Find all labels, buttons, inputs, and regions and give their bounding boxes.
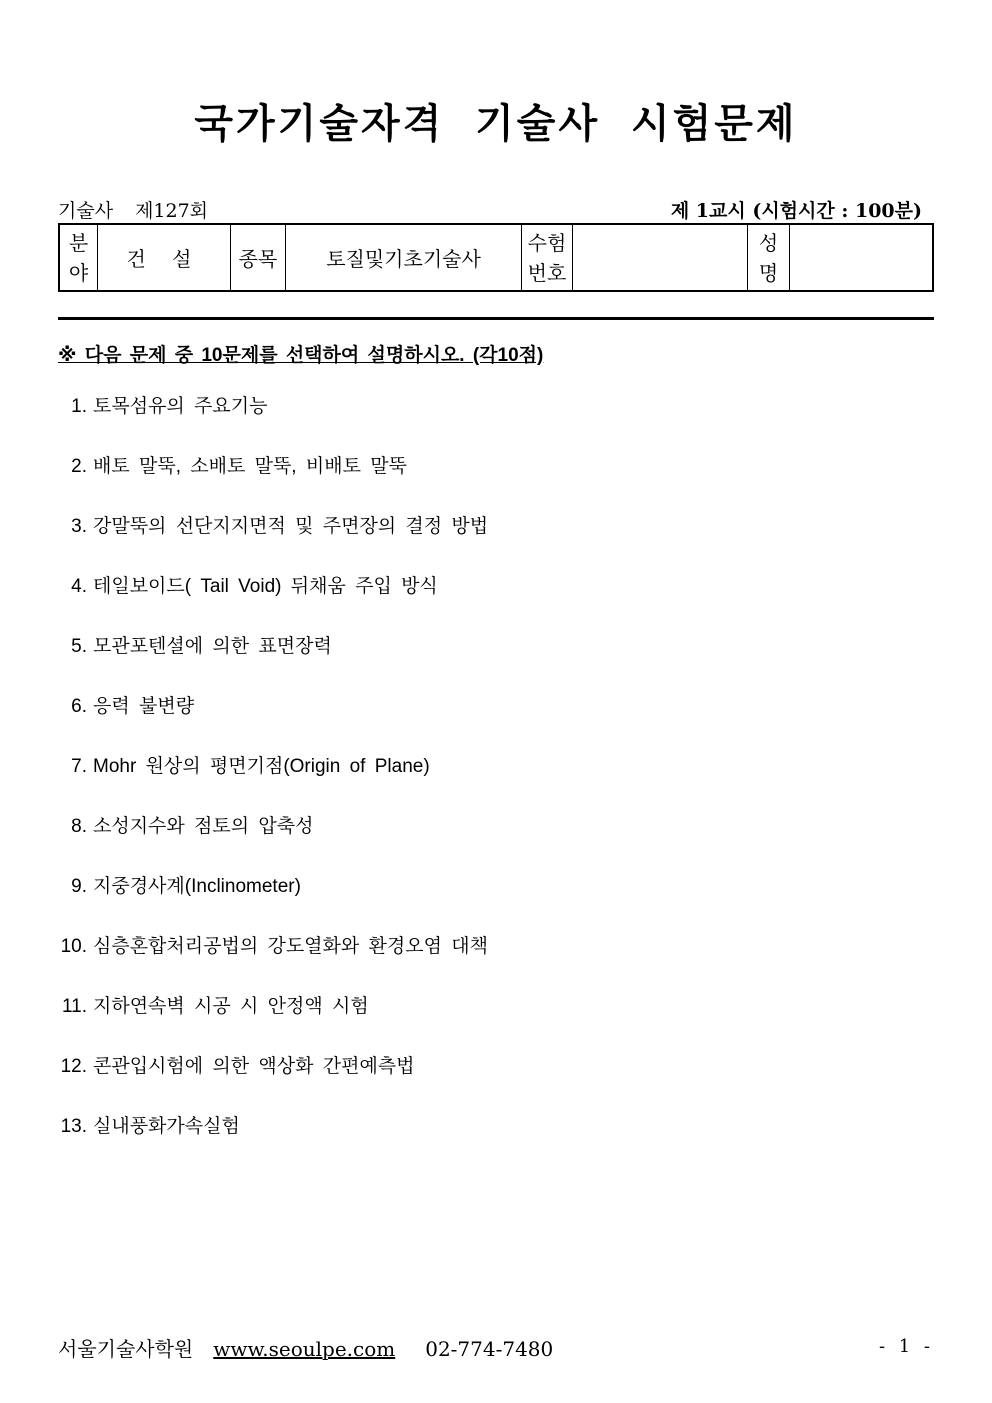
question-number: 7.: [71, 756, 87, 777]
question-number: 10.: [60, 936, 87, 957]
name-label-cell: [748, 224, 790, 291]
page-number: - 1 -: [878, 1336, 934, 1357]
question-number: 9.: [71, 876, 87, 897]
question-item: [58, 572, 938, 632]
phone-number: 02-774-7480: [425, 1337, 554, 1361]
footer: [58, 1333, 553, 1362]
question-text: 콘관입시험에 의한 액상화 간편예측법: [93, 1056, 415, 1077]
session-info: 제 1교시 (시험시간 : 100분): [670, 200, 922, 222]
question-item: [58, 1052, 938, 1112]
name-label-bottom: 명: [758, 260, 779, 285]
question-text: Mohr 원상의 평면기점(Origin of Plane): [93, 756, 430, 777]
question-item: [58, 932, 938, 992]
page-title: 국가기술자격 기술사 시험문제: [194, 100, 798, 147]
name-label-top: 성: [758, 230, 779, 255]
question-text: 토목섬유의 주요기능: [93, 396, 268, 417]
question-text: 응력 불변량: [93, 696, 195, 717]
question-text: 배토 말뚝, 소배토 말뚝, 비배토 말뚝: [93, 456, 407, 477]
question-text: 실내풍화가속실험: [93, 1116, 240, 1137]
question-number: 1.: [71, 396, 87, 417]
question-number: 12.: [60, 1056, 87, 1077]
field-label-bottom: 야: [68, 260, 89, 285]
question-text: 강말뚝의 선단지지면적 및 주면장의 결정 방법: [93, 516, 489, 537]
question-item: [58, 1112, 938, 1172]
exam-info-table: [58, 223, 934, 292]
type-label-cell: [231, 224, 286, 291]
exam-round: 제127회: [135, 200, 209, 222]
exam-number-label-top: 수험: [527, 230, 567, 255]
question-number: 8.: [71, 816, 87, 837]
field-value: 건 설: [126, 247, 202, 271]
question-number: 11.: [61, 996, 87, 1017]
type-value: 토질및기초기술사: [326, 247, 481, 271]
question-item: [58, 872, 938, 932]
question-item: [58, 752, 938, 812]
question-list: [58, 392, 938, 1172]
question-text: 모관포텐셜에 의한 표면장력: [93, 636, 332, 657]
question-item: [58, 512, 938, 572]
question-item: [58, 692, 938, 752]
question-number: 4.: [71, 576, 87, 597]
question-text: 소성지수와 점토의 압축성: [93, 816, 314, 837]
question-number: 3.: [71, 516, 87, 537]
academy-name: 서울기술사학원: [58, 1337, 194, 1361]
question-item: [58, 632, 938, 692]
question-number: 13.: [60, 1116, 87, 1137]
type-label: 종목: [238, 247, 278, 271]
question-text: 지하연속벽 시공 시 안정액 시험: [93, 996, 369, 1017]
exam-number-label-cell: [522, 224, 573, 291]
question-number: 2.: [71, 456, 87, 477]
exam-number-label-bottom: 번호: [527, 260, 567, 285]
field-label-top: 분: [68, 230, 89, 255]
type-value-cell: [286, 224, 522, 291]
instruction-text: ※ 다음 문제 중 10문제를 선택하여 설명하시오. (각10점): [58, 345, 544, 366]
question-text: 테일보이드( Tail Void) 뒤채움 주입 방식: [93, 576, 438, 597]
question-item: [58, 392, 938, 452]
name-field[interactable]: [790, 224, 934, 291]
field-value-cell: [98, 224, 231, 291]
section-divider: [58, 317, 934, 320]
question-number: 6.: [71, 696, 87, 717]
question-text: 지중경사계(Inclinometer): [93, 876, 301, 897]
exam-number-field[interactable]: [573, 224, 748, 291]
question-number: 5.: [71, 636, 87, 657]
question-text: 심층혼합처리공법의 강도열화와 환경오염 대책: [93, 936, 488, 957]
exam-category: 기술사: [58, 200, 114, 222]
question-item: [58, 992, 938, 1052]
exam-category-line: [58, 196, 208, 223]
question-item: [58, 812, 938, 872]
question-item: [58, 452, 938, 512]
website-link[interactable]: www.seoulpe.com: [213, 1337, 396, 1361]
field-label-cell: [59, 224, 98, 291]
